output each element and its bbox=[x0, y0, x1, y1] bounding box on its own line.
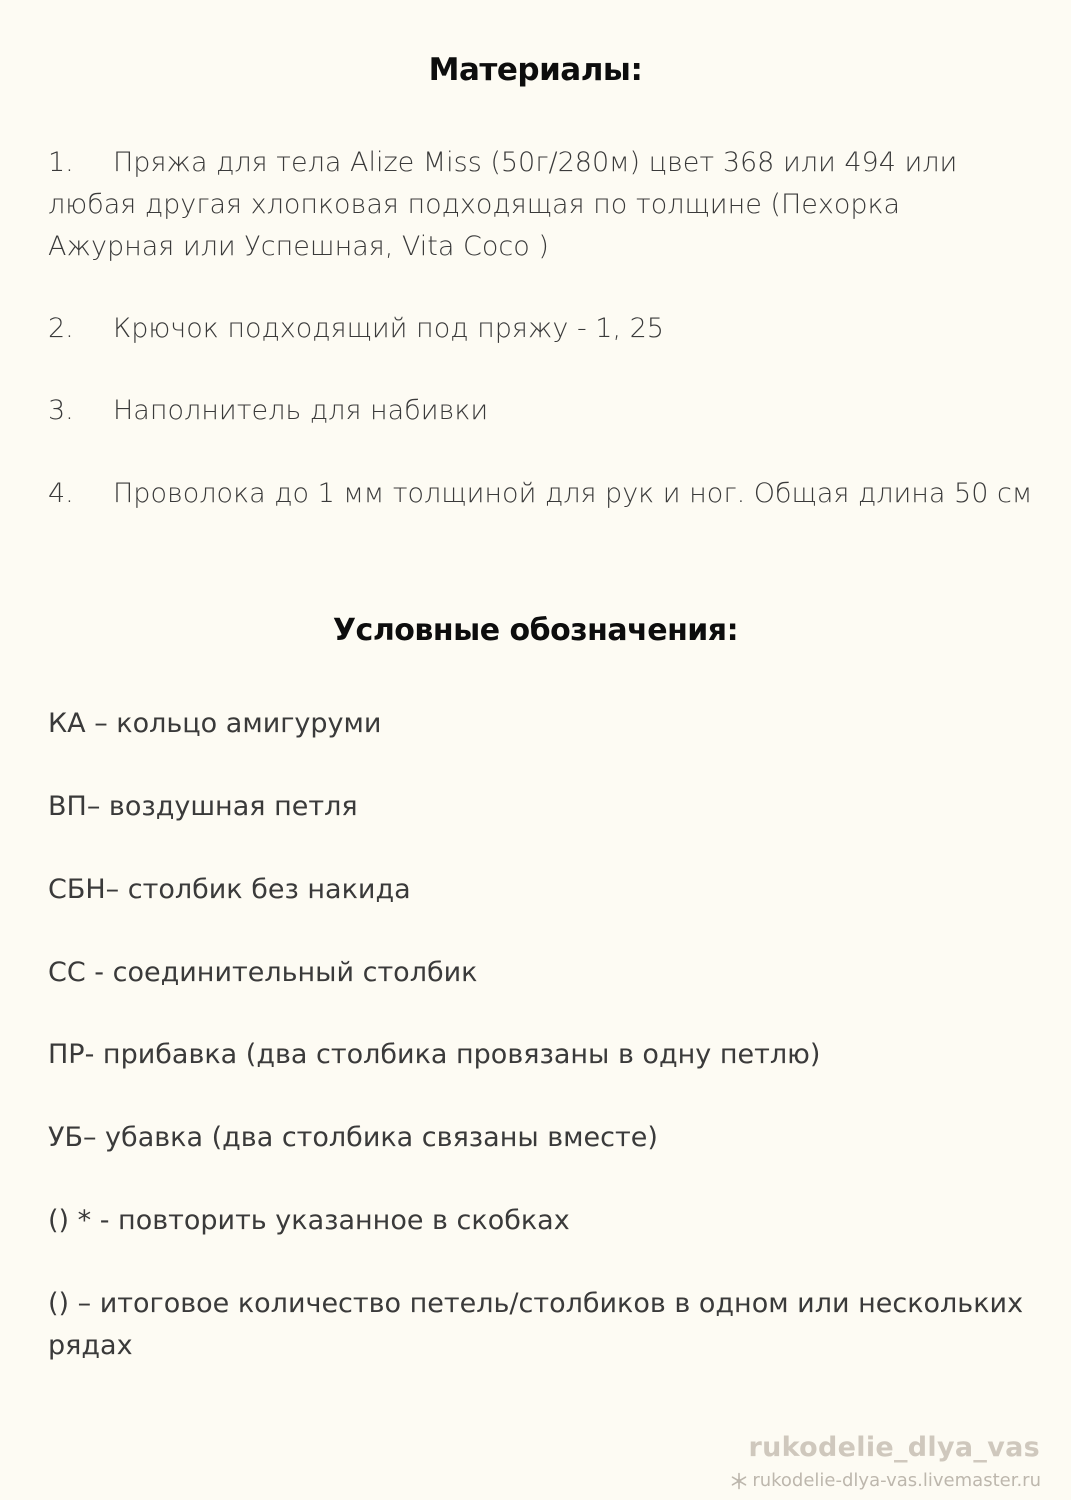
item-number: 3. bbox=[48, 395, 74, 426]
legend-item-repeat: () * - повторить указанное в скобках bbox=[48, 1205, 570, 1236]
watermark-url-row bbox=[730, 1470, 1041, 1491]
materials-item-3 bbox=[48, 390, 1033, 432]
materials-item-4 bbox=[48, 473, 1033, 515]
item-text: Пряжа для тела Alize Miss (50г/280м) цвет 368 или 494 или любая другая хлопковая подходящая по толщине (Пехорка Ажурная или Успешная, Vita Coco ) bbox=[48, 147, 958, 262]
watermark-url[interactable]: rukodelie-dlya-vas.livemaster.ru bbox=[752, 1470, 1041, 1491]
item-number: 1. bbox=[48, 147, 74, 178]
materials-heading: Материалы: bbox=[428, 52, 643, 88]
legend-item-ss: СС - соединительный столбик bbox=[48, 957, 478, 988]
legend-item-sbn: СБН– столбик без накида bbox=[48, 874, 411, 905]
legend-item-total: () – итоговое количество петель/столбиков в одном или нескольких рядах bbox=[48, 1288, 1024, 1361]
item-text: Наполнитель для набивки bbox=[113, 395, 489, 426]
item-text: Проволока до 1 мм толщиной для рук и ног. Общая длина 50 см bbox=[113, 478, 1033, 509]
item-number: 4. bbox=[48, 478, 74, 509]
materials-item-2 bbox=[48, 308, 1033, 350]
legend-item-pr: ПР- прибавка (два столбика провязаны в одну петлю) bbox=[48, 1039, 821, 1070]
materials-item-1 bbox=[48, 142, 1033, 268]
legend-item-ka: КА – кольцо амигуруми bbox=[48, 708, 382, 739]
snowflake-icon bbox=[730, 1472, 748, 1490]
item-text: Крючок подходящий под пряжу - 1, 25 bbox=[113, 313, 664, 344]
legend-item-vp: ВП– воздушная петля bbox=[48, 791, 358, 822]
legend-item-ub: УБ– убавка (два столбика связаны вместе) bbox=[48, 1122, 658, 1153]
item-number: 2. bbox=[48, 313, 74, 344]
legend-heading: Условные обозначения: bbox=[332, 613, 739, 648]
watermark-title: rukodelie_dlya_vas bbox=[748, 1432, 1040, 1463]
